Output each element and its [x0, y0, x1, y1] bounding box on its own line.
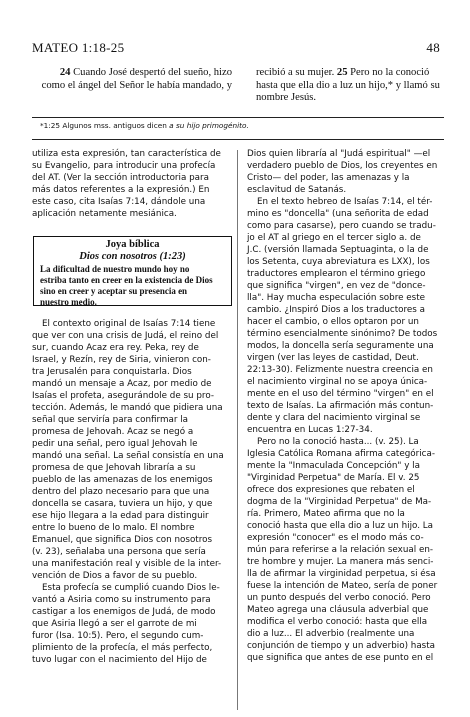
text-line: expresión "conocer" es el modo más co-: [247, 533, 424, 543]
scripture-right-column: [256, 67, 456, 105]
text-line: el nacimiento virginal no se apoya única-: [247, 377, 428, 387]
text-line: pedir una señal, pero igual Jehovah le: [32, 439, 198, 449]
text-line: como para casarse), pero cuando se tradu-: [247, 221, 436, 231]
text-line: mente en el uso del término "virgen" en el: [247, 389, 434, 399]
footnote-text: Algunos mss. antiguos dicen: [62, 121, 167, 130]
text-line: una manifestación real y visible de la inter-: [32, 559, 222, 569]
footnote-marker: *1:25: [40, 121, 61, 130]
callout-box: [33, 236, 232, 306]
text-line: hacer el cambio, o ellos optaron por un: [247, 317, 419, 327]
text-line: Dios quien libraría al "Judá espiritual" —el: [247, 149, 431, 159]
text-line: mente la "Inmaculada Concepción" y la: [247, 461, 420, 471]
text-line: tra Jerusalén para conquistarla. Dios: [32, 367, 192, 377]
text-line: furor (Isa. 10:5). Pero, el segundo cum-: [32, 631, 204, 641]
text-line: jo el AT al griego en el tercer siglo a. de: [247, 233, 421, 243]
text-line: dente y clara del nacimiento virginal se: [247, 413, 421, 423]
scripture-line: como el ángel del Señor le había mandado, y: [41, 79, 232, 91]
text-line: su Evangelio, para introducir una profecía: [32, 161, 216, 171]
text-line: vención de Dios a favor de su pueblo.: [32, 571, 198, 581]
text-line: promesa de Jehovah. Acaz se negó a: [32, 427, 194, 437]
callout-line: sino en creer y aceptar su presencia en: [40, 286, 188, 296]
text-line: J.C. (versión llamada Septuaginta, o la de: [247, 245, 429, 255]
text-line: verdadero pueblo de Dios, los creyentes en: [247, 161, 438, 171]
text-line: que ver con una crisis de Judá, el reino del: [32, 331, 219, 341]
text-line: (v. 23), señalaba una persona que sería: [32, 547, 206, 557]
text-line: del AT. (Ver la sección introductoria para: [32, 173, 209, 183]
scripture-line: nombre Jesús.: [256, 92, 317, 103]
text-line: 22:13-30). Felizmente nuestra creencia en: [247, 365, 433, 375]
text-line: Isaías el profeta, asegurándole de su pro-: [32, 391, 215, 401]
text-line: doncella se casara, tuviera un hijo, y que: [32, 499, 213, 509]
footnote-divider-top: [32, 117, 444, 118]
text-line: Pero no la conoció hasta... (v. 25). La: [257, 437, 419, 447]
callout-line: nuestro medio.: [40, 297, 97, 307]
text-line: traductores emplearon el término griego: [247, 269, 426, 279]
text-line: Cristo— del poder, las amenazas y la: [247, 173, 410, 183]
text-line: los Setenta, cuya abreviatura es LXX), los: [247, 257, 430, 267]
text-line: ofrece dos expresiones que rebaten el: [247, 485, 415, 495]
text-line: tección. Además, le mandó que pidiera una: [32, 403, 223, 413]
text-line: dio a luz... El adverbio (realmente una: [247, 629, 415, 639]
text-line: término esencialmente sinónimo? De todos: [247, 329, 438, 339]
text-line: Israel, y Rezín, rey de Siria, vinieron con-: [32, 355, 211, 365]
callout-line: La dificultad de nuestro mundo hoy no: [40, 264, 190, 274]
text-line: tuvo lugar con el nacimiento del Hijo de: [32, 655, 207, 665]
text-line: conoció hasta que ella dio a luz un hijo. La: [247, 521, 434, 531]
text-line: pueblo de las amenazas de los enemigos: [32, 475, 213, 485]
scripture-line: recibió a su mujer. 25 Pero no la conoció: [256, 67, 430, 78]
text-line: Emanuel, que significa Dios con nosotros: [32, 535, 213, 545]
scripture-line: hasta que ella dio a luz un hijo,* y llamó su: [256, 79, 440, 91]
text-line: ría. Primero, Mateo afirma que no la: [247, 509, 405, 519]
running-head: [32, 40, 440, 56]
text-line: conjunción de tiempo y un adverbio) hasta: [247, 641, 436, 651]
footnote-divider-bottom: [32, 139, 444, 140]
text-line: mandó una señal. La señal consistía en una: [32, 451, 224, 461]
text-line: cambio. ¿Inspiró Dios a los traductores a: [247, 305, 426, 315]
page-number: 48: [426, 40, 440, 55]
text-line: entre lo bueno de lo malo. El nombre: [32, 523, 195, 533]
text-line: Esta profecía se cumplió cuando Dios le-: [42, 583, 220, 593]
text-line: que significa que antes de ese punto en el: [247, 653, 434, 663]
text-line: promesa de que Jehovah libraría a su: [32, 463, 196, 473]
text-line: encuentra en Lucas 1:27-34.: [247, 425, 373, 435]
callout-line: estriba tanto en creer en la existencia de Dios: [40, 275, 213, 285]
text-line: modos, la doncella sería seguramente una: [247, 341, 434, 351]
callout-title: Joya bíblica: [105, 239, 160, 250]
text-line: que significa "virgen", en vez de "donce-: [247, 281, 426, 291]
text-line: dentro del plazo necesario para que una: [32, 487, 210, 497]
text-line: vantó a Asiria como su instrumento para: [32, 595, 211, 605]
text-line: tre hombre y mujer. La manera más senci-: [247, 557, 434, 567]
text-line: más datos referentes a la expresión.) En: [32, 185, 210, 195]
commentary-column-1-top: [32, 148, 238, 220]
scripture-line: 24 Cuando José despertó del sueño, hizo: [59, 67, 232, 78]
text-line: modifica el verbo conoció: hasta que ella: [247, 617, 428, 627]
commentary-column-2: [247, 148, 457, 664]
text-line: que Asiria llegó a ser el garrote de mi: [32, 619, 197, 629]
text-line: Mateo agrega una cláusula adverbial que: [247, 605, 429, 615]
text-line: lla de afirmar la virginidad perpetua, si ésa: [247, 569, 436, 579]
text-line: En el texto hebreo de Isaías 7:14, el tér-: [257, 197, 433, 207]
text-line: aplicación netamente mesiánica.: [32, 209, 177, 219]
text-line: Iglesia Católica Romana afirma categórica-: [247, 449, 436, 459]
text-line: mino es "doncella" (una señorita de edad: [247, 209, 429, 219]
book-reference: MATEO 1:18-25: [32, 40, 125, 55]
text-line: mún para referirse a la relación sexual en-: [247, 545, 434, 555]
text-line: ese hijo llegara a la edad para distinguir: [32, 511, 209, 521]
text-line: señal que serviría para confirmar la: [32, 415, 189, 425]
callout-subtitle: Dios con nosotros (1:23): [79, 251, 186, 262]
commentary-column-1-bottom: [32, 318, 238, 666]
callout-body: [34, 263, 231, 308]
text-line: esclavitud de Satanás.: [247, 185, 347, 195]
text-line: mandó un mensaje a Acaz, por medio de: [32, 379, 212, 389]
text-line: este caso, cita Isaías 7:14, dándole una: [32, 197, 206, 207]
text-line: lla". Hay mucha especulación sobre este: [247, 293, 426, 303]
text-line: virgen (ver las leyes de castidad, Deut.: [247, 353, 419, 363]
text-line: un punto después del verbo conoció. Pero: [247, 593, 431, 603]
footnote-italic: a su hijo primogénito.: [169, 121, 249, 130]
text-line: dogma de la "Virginidad Perpetua" de Ma-: [247, 497, 432, 507]
text-line: utiliza esta expresión, tan característica de: [32, 149, 221, 159]
text-line: sur, cuando Acaz era rey. Peka, rey de: [32, 343, 199, 353]
footnote: [40, 121, 249, 130]
text-line: El contexto original de Isaías 7:14 tiene: [42, 319, 216, 329]
text-line: fuese la intención de Mateo, sería de poner: [247, 581, 438, 591]
text-line: texto de Isaías. La afirmación más contun-: [247, 401, 434, 411]
text-line: plimiento de la profecía, el más perfecto,: [32, 643, 213, 653]
text-line: "Virginidad Perpetua" de María. El v. 25: [247, 473, 420, 483]
scripture-left-column: [32, 67, 232, 92]
text-line: castigar a los enemigos de Judá, de modo: [32, 607, 216, 617]
